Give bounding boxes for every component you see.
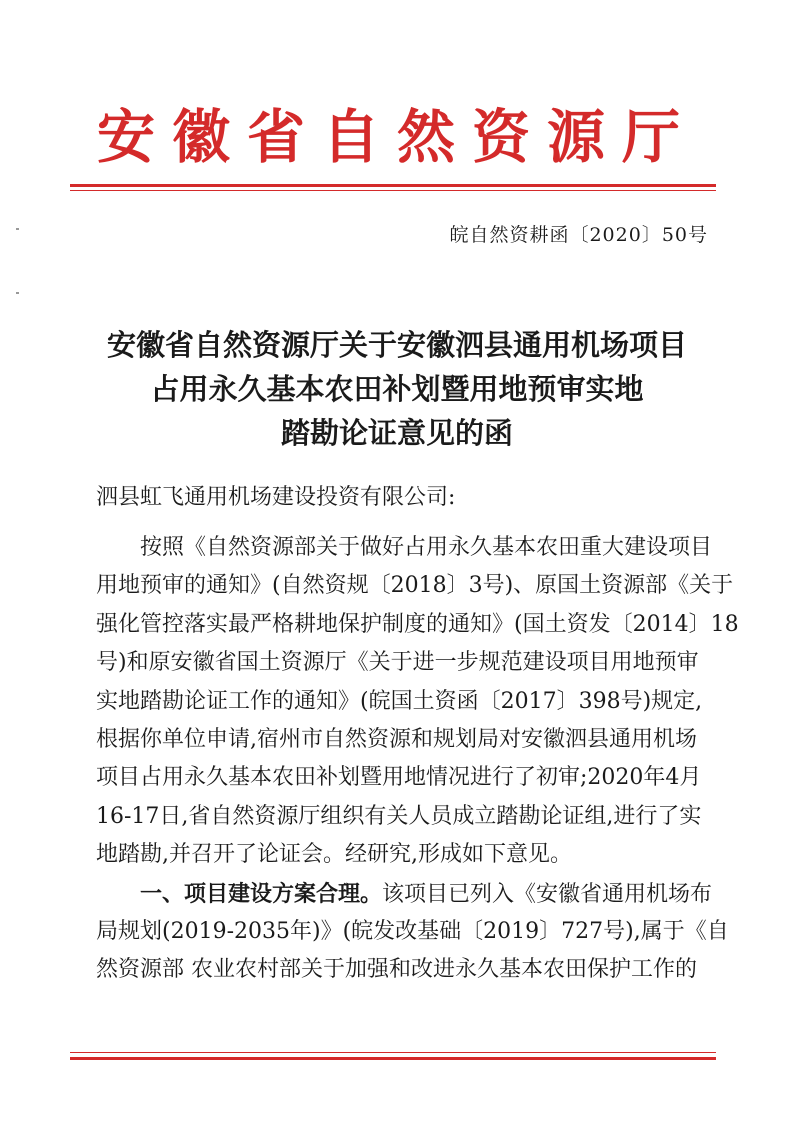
section-text: 该项目已列入《安徽省通用机场布 [382, 881, 713, 907]
document-number: 皖自然资耕函〔2020〕50号 [449, 224, 708, 246]
paragraph-line: 根据你单位申请,宿州市自然资源和规划局对安徽泗县通用机场 [96, 726, 697, 752]
section-heading: 一、项目建设方案合理。 [140, 880, 383, 907]
footer-rule-thin [70, 1052, 716, 1053]
scan-mark [16, 292, 19, 294]
paragraph-line: 强化管控落实最严格耕地保护制度的通知》(国土资发〔2014〕18 [96, 611, 739, 637]
paragraph-line: 然资源部 农业农村部关于加强和改进永久基本农田保护工作的 [96, 957, 697, 983]
scan-mark [16, 228, 19, 230]
title-line: 占用永久基本农田补划暨用地预审实地 [150, 372, 644, 406]
body-text [96, 529, 739, 990]
footer-rule [70, 1057, 716, 1060]
org-letterhead-title: 安徽省自然资源厅 [96, 103, 697, 171]
title-line: 踏勘论证意见的函 [280, 416, 513, 450]
section-first-line [96, 875, 713, 913]
paragraph-line: 局规划(2019-2035年)》(皖发改基础〔2019〕727号),属于《自 [96, 918, 729, 944]
paragraph-line: 地踏勘,并召开了论证会。经研究,形成如下意见。 [96, 842, 572, 868]
paragraph-line: 16-17日,省自然资源厅组织有关人员成立踏勘论证组,进行了实 [96, 803, 702, 829]
paragraph-line: 按照《自然资源部关于做好占用永久基本农田重大建设项目 [140, 535, 713, 560]
letterhead-rule-thin [70, 190, 716, 191]
title-line: 安徽省自然资源厅关于安徽泗县通用机场项目 [106, 328, 687, 362]
paragraph-line: 实地踏勘论证工作的通知》(皖国土资函〔2017〕398号)规定, [96, 688, 703, 714]
paragraph-line: 号)和原安徽省国土资源厅《关于进一步规范建设项目用地预审 [96, 650, 699, 676]
paragraph-line: 项目占用永久基本农田补划暨用地情况进行了初审;2020年4月 [96, 765, 702, 791]
paragraph-line: 用地预审的通知》(自然资规〔2018〕3号)、原国土资源部《关于 [96, 573, 734, 599]
letterhead-rule [70, 184, 716, 187]
addressee: 泗县虹飞通用机场建设投资有限公司: [96, 485, 456, 510]
document-title [0, 323, 794, 455]
